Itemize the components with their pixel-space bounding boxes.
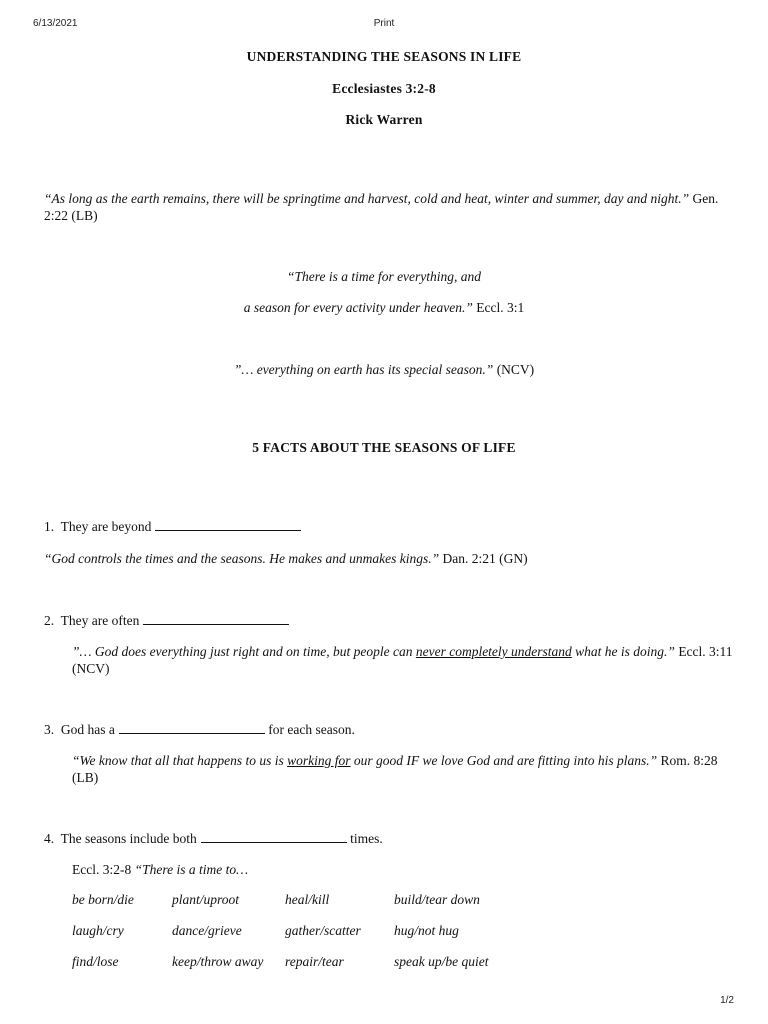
fill-in-blank — [143, 612, 289, 625]
time-pair: be born/die — [72, 892, 134, 907]
quote-ref: Eccl. 3:1 — [472, 300, 525, 315]
verse-ref: Eccl. 3:2-8 — [72, 862, 135, 877]
time-pair: gather/scatter — [285, 923, 361, 938]
page-number: 1/2 — [720, 995, 734, 1006]
fact-text-after: times. — [346, 831, 383, 846]
print-header: Print — [373, 18, 395, 29]
time-pair: plant/uproot — [172, 892, 240, 907]
quote-text: a season for every activity under heaven.” — [243, 300, 473, 315]
fact-text: God has a — [60, 722, 115, 737]
quote-ref: Gen. 2:22 (LB) — [44, 191, 719, 223]
fill-in-blank — [119, 721, 265, 734]
time-pair: hug/not hug — [394, 923, 459, 938]
quote-ncv — [0, 361, 768, 378]
verse-text: what he is doing.” — [571, 644, 675, 659]
quote-text: “As long as the earth remains, there will be springtime and harvest, cold and heat, winter and summer, day and night.” — [44, 191, 690, 206]
quote-ref: (NCV) — [493, 362, 535, 377]
fact-text: They are beyond — [60, 519, 152, 534]
print-date: 6/13/2021 — [33, 18, 78, 29]
fill-in-blank — [155, 518, 301, 531]
fact-number: 3. — [44, 722, 55, 737]
quote-genesis — [44, 190, 734, 224]
verse-text: ”… God does everything just right and on time, but people can — [72, 644, 416, 659]
fact-text-after: for each season. — [264, 722, 355, 737]
supporting-verse-3 — [72, 752, 734, 786]
time-pair: laugh/cry — [72, 923, 124, 938]
time-pair: repair/tear — [285, 954, 344, 969]
fact-item-3 — [44, 721, 355, 738]
fact-number: 1. — [44, 519, 55, 534]
supporting-verse-2 — [72, 643, 734, 677]
verse-ref: Eccl. 3:11 (NCV) — [72, 644, 733, 676]
supporting-verse-1 — [44, 550, 734, 567]
supporting-verse-4 — [72, 861, 248, 878]
verse-underline: never completely understand — [415, 644, 572, 659]
time-pair: keep/throw away — [172, 954, 264, 969]
page-title: UNDERSTANDING THE SEASONS IN LIFE — [246, 49, 522, 64]
verse-text: “We know that all that happens to us is — [72, 753, 288, 768]
fill-in-blank — [201, 830, 347, 843]
verse-underline: working for — [287, 753, 351, 768]
time-pair: dance/grieve — [172, 923, 242, 938]
section-title: 5 FACTS ABOUT THE SEASONS OF LIFE — [252, 440, 516, 455]
quote-eccl-line2 — [0, 299, 768, 316]
fact-item-2 — [44, 612, 289, 629]
fact-text: They are often — [60, 613, 140, 628]
verse-text: “God controls the times and the seasons. He makes and unmakes kings.” — [44, 551, 440, 566]
time-pair: build/tear down — [394, 892, 480, 907]
fact-text: The seasons include both — [60, 831, 197, 846]
fact-number: 4. — [44, 831, 55, 846]
time-pair: speak up/be quiet — [394, 954, 489, 969]
quote-eccl-line1: “There is a time for everything, and — [286, 269, 482, 284]
verse-ref: Rom. 8:28 (LB) — [72, 753, 718, 785]
verse-text: “There is a time to… — [134, 862, 249, 877]
fact-item-1 — [44, 518, 301, 535]
fact-item-4 — [44, 830, 383, 847]
quote-text: ”… everything on earth has its special season.” — [233, 362, 494, 377]
time-pair: heal/kill — [285, 892, 330, 907]
verse-text: our good IF we love God and are fitting into his plans.” — [350, 753, 658, 768]
time-pair: find/lose — [72, 954, 119, 969]
verse-ref: Dan. 2:21 (GN) — [439, 551, 528, 566]
scripture-reference: Ecclesiastes 3:2-8 — [332, 81, 436, 96]
fact-number: 2. — [44, 613, 55, 628]
author-name: Rick Warren — [345, 112, 423, 127]
